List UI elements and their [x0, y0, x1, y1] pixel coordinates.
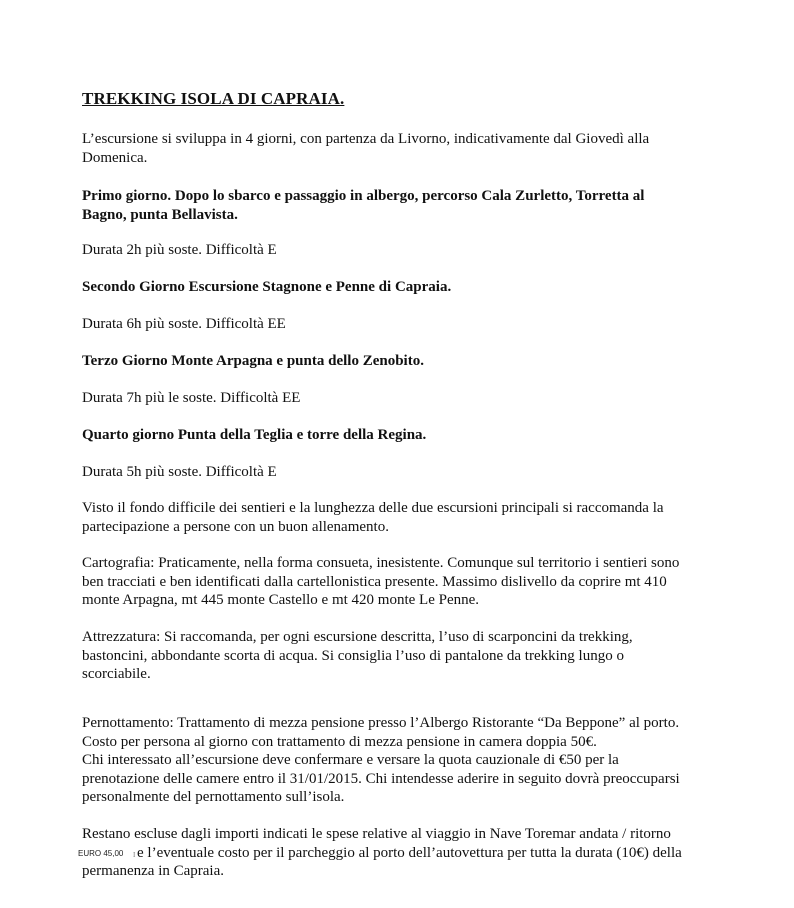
text-line: Chi interessato all’escursione deve confermare e versare la quota cauzionale di €50 per la [82, 752, 619, 768]
text-line: personalmente del pernottamento sull’isola. [82, 789, 345, 805]
text-line: Domenica. [82, 149, 148, 166]
text-line: Visto il fondo difficile dei sentieri e la lunghezza delle due escursioni principali si raccomanda la [82, 500, 664, 516]
intro-paragraph [82, 130, 752, 167]
text-line: L’escursione si sviluppa in 4 giorni, con partenza da Livorno, indicativamente dal Giovedì alla [82, 131, 650, 147]
text-line: Costo per persona al giorno con trattamento di mezza pensione in camera doppia 50€. [82, 733, 597, 750]
text-line: scorciabile. [82, 666, 151, 682]
day-2-heading: Secondo Giorno Escursione Stagnone e Penne di Capraia. [82, 279, 452, 295]
text-line: partecipazione a persone con un buon allenamento. [82, 518, 389, 535]
fitness-paragraph [82, 499, 752, 536]
equipment-paragraph [82, 628, 752, 684]
day-4-duration: Durata 5h più soste. Difficoltà E [82, 464, 277, 480]
day-2-duration: Durata 6h più soste. Difficoltà EE [82, 316, 286, 332]
text-line: Pernottamento: Trattamento di mezza pensione presso l’Albergo Ristorante “Da Beppone” al porto. [82, 715, 680, 731]
day-4-heading: Quarto giorno Punta della Teglia e torre della Regina. [82, 427, 427, 443]
text-line: Primo giorno. Dopo lo sbarco e passaggio in albergo, percorso Cala Zurletto, Torretta al [82, 188, 645, 204]
cartography-paragraph [82, 554, 752, 610]
text-line: Bagno, punta Bellavista. [82, 206, 238, 223]
day-3-heading: Terzo Giorno Monte Arpagna e punta dello Zenobito. [82, 353, 424, 369]
day-3-duration: Durata 7h più le soste. Difficoltà EE [82, 390, 301, 406]
text-line: Cartografia: Praticamente, nella forma consueta, inesistente. Comunque sul territorio i sentieri sono [82, 555, 680, 571]
text-line: e l’eventuale costo per il parcheggio al porto dell’autovettura per tutta la durata (10€) della [137, 844, 682, 861]
text-line: monte Arpagna, mt 445 monte Castello e mt 420 monte Le Penne. [82, 592, 480, 608]
day-1-duration: Durata 2h più soste. Difficoltà E [82, 242, 277, 258]
text-line: prenotazione delle camere entro il 31/01/2015. Chi intendesse aderire in seguito dovrà preoccuparsi [82, 770, 680, 787]
text-line: Restano escluse dagli importi indicati le spese relative al viaggio in Nave Toremar andata / ritorno [82, 826, 671, 842]
lodging-paragraph [82, 714, 752, 807]
text-line: permanenza in Capraia. [82, 863, 225, 879]
text-line: ben tracciati e ben identificati dalla cartellonistica presente. Massimo dislivello da coprire mt 410 [82, 573, 667, 590]
ferry-price-note: EURO 45,00 [78, 849, 124, 858]
day-1-heading [82, 187, 752, 224]
text-line: bastoncini, abbondante scorta di acqua. Si consiglia l’uso di pantalone da trekking lungo o [82, 647, 624, 664]
excluded-costs-paragraph [82, 825, 752, 881]
page-title: TREKKING ISOLA DI CAPRAIA. [82, 89, 345, 108]
small-mark: I [133, 851, 136, 859]
text-line: Attrezzatura: Si raccomanda, per ogni escursione descritta, l’uso di scarponcini da trekking, [82, 629, 633, 645]
